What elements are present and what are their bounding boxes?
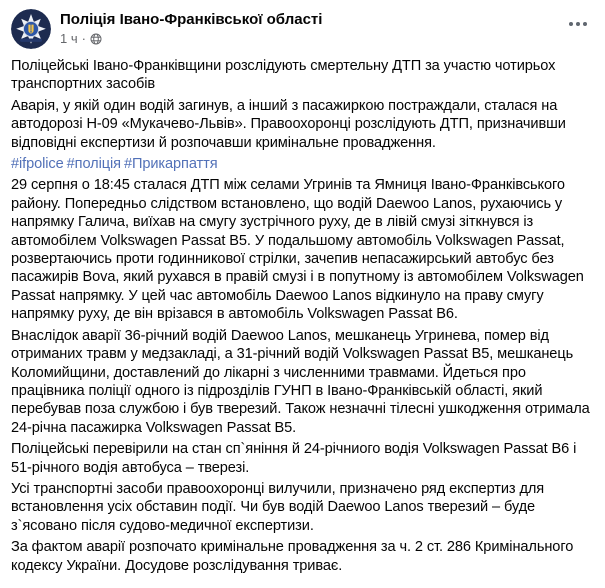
post-paragraph: Поліцейські Івано-Франківщини розслідують смертельну ДТП за участю чотирьох транспортних засобів [11, 58, 556, 93]
post-paragraph: За фактом аварії розпочато кримінальне провадження за ч. 2 ст. 286 Кримінального кодексу України. Досудове розслідування триває. [11, 539, 574, 574]
hashtag-row [11, 155, 593, 173]
hashtag-link[interactable]: #Прикарпаття [123, 156, 218, 173]
avatar[interactable] [11, 9, 51, 49]
post-paragraph: Аварія, у якій один водій загинув, а інший з пасажиркою постраждали, сталася на автодорозі Н-09 «Мукачево-Львів». Правоохоронці розслідують ДТП, призначивши відповідні експертизи й розпочавши кримінальне провадження. [11, 97, 566, 151]
police-badge-icon [11, 9, 51, 49]
post-content [0, 54, 605, 588]
more-options-icon [583, 22, 587, 26]
post-paragraph: Усі транспортні засоби правоохоронці вилучили, призначено ряд експертиз для встановлення усіх обставин події. Чи був водій Daewoo Lanos тверезий – буде з`ясовано після судово-медичної експертизи. [11, 480, 545, 534]
header-meta [60, 9, 322, 47]
post-paragraph: Поліцейські перевірили на стан сп`яніння й 24-річниого водія Volkswagen Passat B6 і 51-річного водія автобуса – тверезі. [11, 441, 577, 476]
more-options-icon [569, 22, 573, 26]
separator-dot: · [81, 31, 86, 46]
globe-icon [90, 33, 102, 45]
timestamp[interactable]: 1 ч [60, 31, 78, 46]
post-header [0, 0, 605, 54]
hashtag-link[interactable]: #поліція [66, 156, 121, 173]
post-paragraph: Внаслідок аварії 36-річний водій Daewoo Lanos, мешканець Угринева, помер від отриманих травм у медзакладі, а 31-річний водій Volkswagen Passat B5, мешканець Коломийщини, доставлений до лікарні з численними травмами. Йдеться про працівника поліції одного із підрозділів ГУНП в Івано-Франківській області, який перебував поза службою і був тверезий. Також незначні тілесні ушкодження отримала 24-річна пасажирка Volkswagen Passat B5. [11, 327, 590, 436]
more-options-button[interactable] [565, 14, 591, 34]
post-paragraph: 29 серпня о 18:45 сталася ДТП між селами Угринів та Ямниця Івано-Франківського району. Попередньо слідством встановлено, що водій Daewoo Lanos, рухаючись у напрямку Галича, виїхав на смугу зустрічного руху, де в лівій смузі зіткнувся із автомобілем Volkswagen Passat B5. У подальшому автомобіль Volkswagen Passat, розвертаючись проти годинникової стрілки, зачепив непасажирський автобус без пасажирів Bova, який рухався в правій смузі і в попутному із автомобілем Volkswagen Passat напрямку. У цей час автомобіль Daewoo Lanos відкинуло на праву смугу напрямку руху, де він врізався в автомобіль Volkswagen Passat B6. [11, 177, 584, 323]
hashtag-link[interactable]: #ifpolice [11, 156, 64, 173]
more-options-icon [576, 22, 580, 26]
page-name-link[interactable]: Поліція Івано-Франківської області [60, 11, 323, 28]
post-subheader [60, 30, 322, 47]
